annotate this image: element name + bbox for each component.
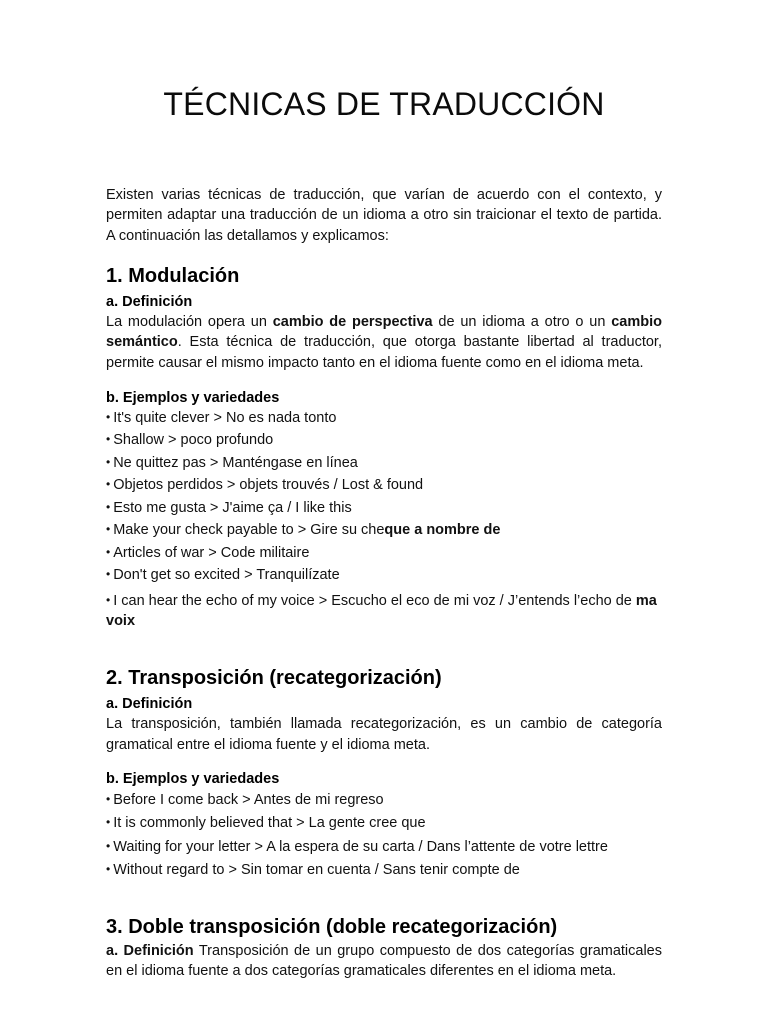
bullet-icon: •	[106, 567, 111, 582]
subheading-definicion-3: a. Definición	[106, 942, 194, 959]
list-item-text: Ne quittez pas > Manténgase en línea	[113, 454, 358, 471]
list-item-text: Don't get so excited > Tranquilízate	[113, 567, 340, 584]
document-body	[106, 0, 662, 982]
list-item-text: Make your check payable to > Gire su che	[113, 522, 385, 539]
list-item	[106, 863, 662, 887]
section-heading-transposicion: 2. Transposición (recategorización)	[106, 666, 442, 689]
list-item	[106, 840, 662, 864]
bullet-icon: •	[106, 791, 111, 806]
list-item-text-bold: ma voix	[106, 592, 657, 629]
list-item	[106, 591, 662, 639]
list-item-text: Without regard to > Sin tomar en cuenta / Sans tenir compte de	[113, 862, 520, 879]
list-item-text: It's quite clever > No es nada tonto	[113, 409, 337, 426]
list-item-text: Waiting for your letter > A la espera de su carta / Dans l’attente de votre lettre	[113, 838, 608, 855]
list-item-text: I can hear the echo of my voice > Escucho el eco de mi voz / J’entends l’echo de	[113, 592, 636, 609]
bullet-icon: •	[106, 454, 111, 469]
bullet-icon: •	[106, 544, 111, 559]
list-item	[106, 546, 662, 569]
list-item	[106, 568, 662, 591]
bullet-icon: •	[106, 592, 111, 607]
list-item-text: Esto me gusta > J'aime ça / I like this	[113, 499, 352, 516]
bullet-icon: •	[106, 522, 111, 537]
definition-part-2: de un idioma a otro o un	[432, 313, 612, 330]
bullet-icon: •	[106, 409, 111, 424]
bullet-icon: •	[106, 815, 111, 830]
list-item	[106, 523, 662, 546]
list-item	[106, 456, 662, 479]
page-title: TÉCNICAS DE TRADUCCIÓN	[163, 86, 605, 122]
definition-part-3: . Esta técnica de traducción, que otorga bastante libertad al traductor, permite causar el mismo impacto tanto en el idioma fuente como en el idioma meta.	[106, 334, 662, 371]
subheading-ejemplos-2: b. Ejemplos y variedades	[106, 771, 280, 788]
subheading-definicion-1: a. Definición	[106, 293, 193, 310]
definition-bold-1: cambio de perspectiva	[272, 313, 433, 330]
list-item-text: Articles of war > Code militaire	[113, 544, 310, 561]
list-item	[106, 501, 662, 524]
intro-paragraph: Existen varias técnicas de traducción, que varían de acuerdo con el contexto, y permiten adaptar una traducción de un idioma a otro sin traicionar el texto de partida. A continuación las detallamos y explicamos:	[106, 186, 662, 244]
bullet-icon: •	[106, 432, 111, 447]
list-item-text-bold: que a nombre de	[384, 522, 501, 539]
list-item	[106, 433, 662, 456]
bullet-icon: •	[106, 838, 111, 853]
definition-body-3: Transposición de un grupo compuesto de dos categorías gramaticales en el idioma fuente a dos categorías gramaticales diferentes en el idioma meta.	[106, 942, 662, 980]
bullet-icon: •	[106, 862, 111, 877]
list-item	[106, 411, 662, 434]
definition-bold-2: cambio semántico	[106, 313, 662, 351]
list-item-text: Shallow > poco profundo	[113, 432, 274, 449]
examples-list-transposicion	[106, 790, 662, 887]
list-item-text: It is commonly believed that > La gente cree que	[113, 815, 426, 832]
list-item	[106, 816, 662, 840]
list-item	[106, 478, 662, 501]
examples-list-modulacion	[106, 408, 662, 639]
list-item-text: Before I come back > Antes de mi regreso	[113, 791, 384, 808]
list-item	[106, 793, 662, 817]
definition-text-modulacion	[106, 312, 662, 374]
definition-text-doble-transposicion	[106, 940, 662, 982]
definition-part-1: La modulación opera un	[106, 313, 273, 330]
subheading-definicion-2: a. Definición	[106, 695, 193, 712]
section-heading-doble-transposicion: 3. Doble transposición (doble recategorización)	[106, 915, 558, 938]
bullet-icon: •	[106, 477, 111, 492]
subheading-ejemplos-1: b. Ejemplos y variedades	[106, 389, 280, 406]
definition-text-transposicion: La transposición, también llamada recategorización, es un cambio de categoría gramatical entre el idioma fuente y el idioma meta.	[106, 716, 662, 753]
section-heading-modulacion: 1. Modulación	[106, 264, 240, 287]
bullet-icon: •	[106, 499, 111, 514]
list-item-text: Objetos perdidos > objets trouvés / Lost & found	[113, 477, 424, 494]
